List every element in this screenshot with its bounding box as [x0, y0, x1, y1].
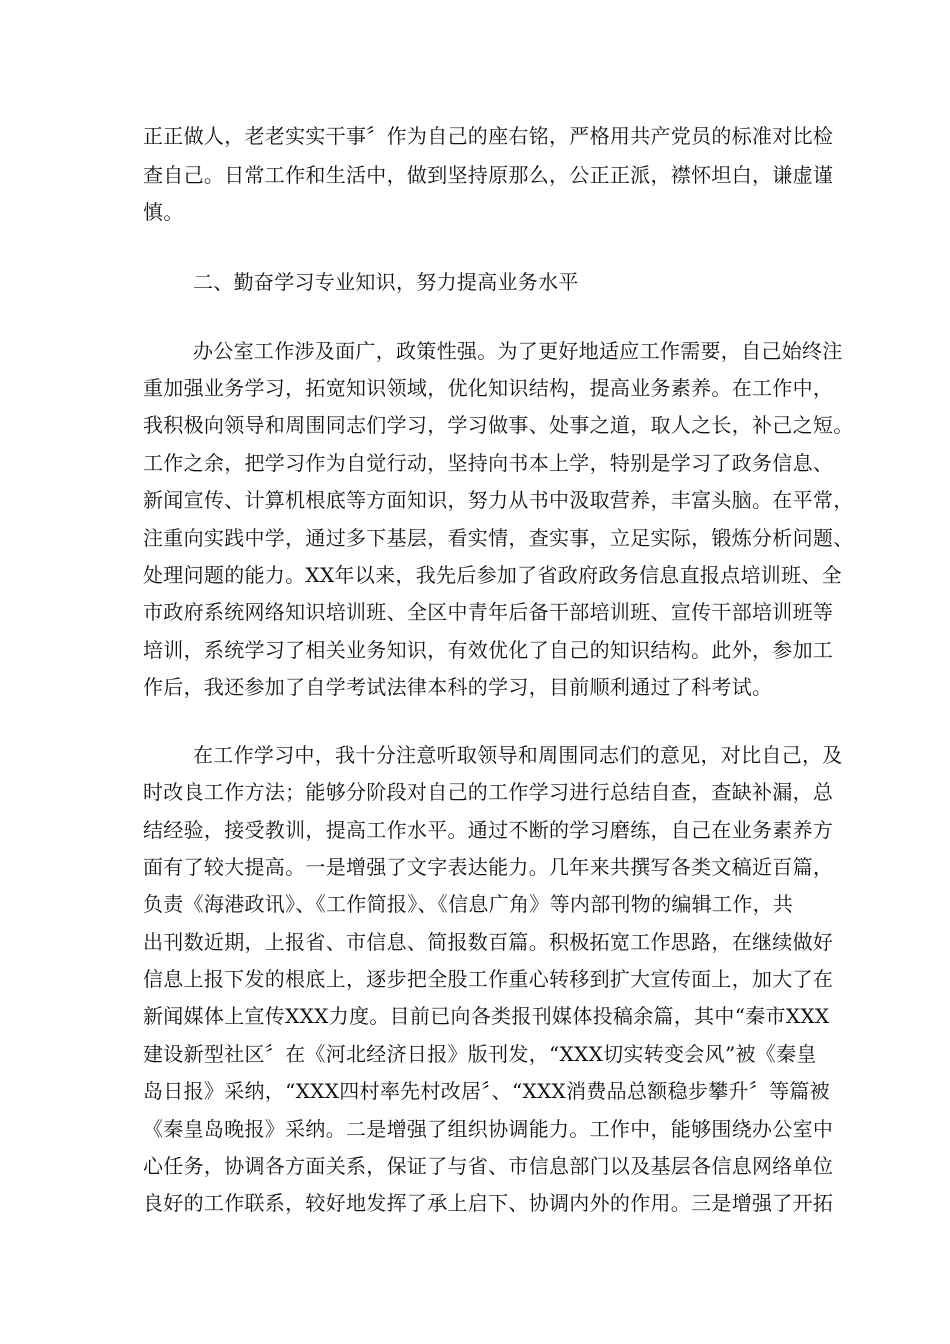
text-line: 作后，我还参加了自学考试法律本科的学习，目前顺利通过了科考试。 [143, 675, 773, 699]
text-line: 市政府系统网络知识培训班、全区中青年后备干部培训班、宣传干部培训班等 [143, 600, 834, 624]
text-line: 我积极向领导和周围同志们学习，学习做事、处事之道，取人之长，补己之短。 [143, 413, 854, 437]
text-line: 办公室工作涉及面广，政策性强。为了更好地适应工作需要，自己始终注 [193, 339, 843, 363]
text-line: 注重向实践中学，通过多下基层，看实情，查实事，立足实际，锻炼分析问题、 [143, 526, 854, 550]
text-line: 负责《海港政讯》、《工作简报》、《信息广角》等内部刊物的编辑工作，共 [143, 892, 794, 916]
text-line: 《秦皇岛晚报》采纳。二是增强了组织协调能力。工作中，能够围绕办公室中 [143, 1117, 834, 1141]
text-line: 建设新型社区〞在《河北经济日报》版刊发，“XXX切实转变会风”被《秦皇 [143, 1042, 817, 1066]
text-line: 慎。 [143, 200, 184, 224]
text-line: 出刊数近期，上报省、市信息、简报数百篇。积极拓宽工作思路，在继续做好 [143, 930, 834, 954]
text-line: 岛日报》采纳，“XXX四村率先村改居〞、“XXX消费品总额稳步攀升〞等篇被 [143, 1079, 830, 1103]
section-heading: 二、勤奋学习专业知识，努力提高业务水平 [193, 270, 579, 294]
text-line: 工作之余，把学习作为自觉行动，坚持向书本上学，特别是学习了政务信息、 [143, 451, 834, 475]
text-line: 心任务，协调各方面关系，保证了与省、市信息部门以及基层各信息网络单位 [143, 1154, 834, 1178]
text-line: 在工作学习中，我十分注意听取领导和周围同志们的意见，对比自己，及 [193, 743, 843, 767]
text-line: 信息上报下发的根底上，逐步把全股工作重心转移到扩大宣传面上，加大了在 [143, 967, 834, 991]
text-line: 新闻媒体上宣传XXX力度。目前已向各类报刊媒体投稿余篇，其中“秦市XXX [143, 1004, 830, 1028]
text-line: 重加强业务学习，拓宽知识领域，优化知识结构，提高业务素养。在工作中， [143, 376, 834, 400]
text-line: 正正做人，老老实实干事〞作为自己的座右铭，严格用共产党员的标准对比检 [143, 124, 834, 148]
text-line: 处理问题的能力。XX年以来，我先后参加了省政府政务信息直报点培训班、全 [143, 563, 842, 587]
text-line: 新闻宣传、计算机根底等方面知识，努力从书中汲取营养，丰富头脑。在平常， [143, 488, 854, 512]
text-line: 查自己。日常工作和生活中，做到坚持原那么，公正正派，襟怀坦白，谦虚谨 [143, 163, 834, 187]
text-line: 培训，系统学习了相关业务知识，有效优化了自己的知识结构。此外，参加工 [143, 638, 834, 662]
text-line: 时改良工作方法；能够分阶段对自己的工作学习进行总结自查，查缺补漏，总 [143, 780, 834, 804]
text-line: 结经验，接受教训，提高工作水平。通过不断的学习磨练，自己在业务素养方 [143, 818, 834, 842]
text-line: 面有了较大提高。一是增强了文字表达能力。几年来共撰写各类文稿近百篇， [143, 855, 834, 879]
text-line: 良好的工作联系，较好地发挥了承上启下、协调内外的作用。三是增强了开拓 [143, 1191, 834, 1215]
